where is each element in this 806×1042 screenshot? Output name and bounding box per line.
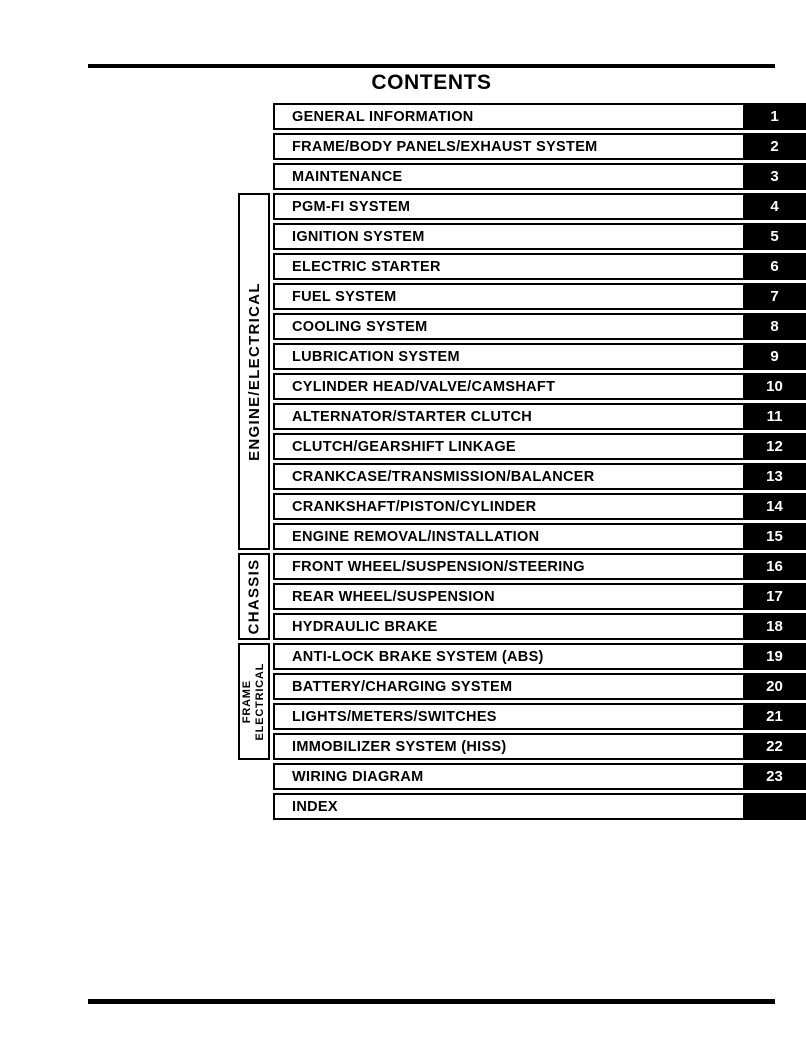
toc-row-clutch-gearshift-linkage [273, 433, 806, 460]
chapter-number-tab: 21 [743, 703, 806, 730]
top-rule [88, 64, 775, 68]
toc-row-label: CRANKSHAFT/PISTON/CYLINDER [292, 498, 537, 515]
toc-row-anti-lock-brake-system [273, 643, 806, 670]
chapter-number-tab: 9 [743, 343, 806, 370]
toc-row-label: COOLING SYSTEM [292, 318, 428, 335]
toc-row-lights-meters-switches [273, 703, 806, 730]
toc-row-front-wheel-suspension-steering [273, 553, 806, 580]
toc-row-frame-body-panels-exhaust [273, 133, 806, 160]
toc-list [273, 103, 806, 823]
toc-row-label: CLUTCH/GEARSHIFT LINKAGE [292, 438, 516, 455]
toc-row-label: WIRING DIAGRAM [292, 768, 424, 785]
toc-row-label: MAINTENANCE [292, 168, 403, 185]
toc-row-label: LUBRICATION SYSTEM [292, 348, 460, 365]
chapter-number-tab: 15 [743, 523, 806, 550]
chapter-number-tab: 19 [743, 643, 806, 670]
page-title: CONTENTS [371, 71, 492, 94]
toc-row-label: FRAME/BODY PANELS/EXHAUST SYSTEM [292, 138, 598, 155]
chapter-number-tab: 14 [743, 493, 806, 520]
toc-row-label: ELECTRIC STARTER [292, 258, 441, 275]
toc-row-rear-wheel-suspension [273, 583, 806, 610]
group-box-engine-electrical [238, 193, 270, 550]
toc-row-lubrication-system [273, 343, 806, 370]
toc-row-fuel-system [273, 283, 806, 310]
toc-row-label: IMMOBILIZER SYSTEM (HISS) [292, 738, 507, 755]
chapter-number-tab: 8 [743, 313, 806, 340]
toc-row-cylinder-head-valve-camshaft [273, 373, 806, 400]
chapter-number-tab: 17 [743, 583, 806, 610]
toc-row-ignition-system [273, 223, 806, 250]
group-label-line1: FRAME [241, 679, 254, 724]
chapter-number-tab: 5 [743, 223, 806, 250]
chapter-number-tab: 7 [743, 283, 806, 310]
chapter-number-tab: 23 [743, 763, 806, 790]
toc-row-label: ANTI-LOCK BRAKE SYSTEM (ABS) [292, 648, 544, 665]
toc-row-label: BATTERY/CHARGING SYSTEM [292, 678, 513, 695]
toc-row-electric-starter [273, 253, 806, 280]
bottom-rule [88, 999, 775, 1004]
toc-row-hydraulic-brake [273, 613, 806, 640]
toc-row-engine-removal-installation [273, 523, 806, 550]
toc-row-label: FUEL SYSTEM [292, 288, 397, 305]
chapter-number-tab [743, 793, 806, 820]
chapter-number-tab: 12 [743, 433, 806, 460]
toc-row-cooling-system [273, 313, 806, 340]
toc-row-index [273, 793, 806, 820]
chapter-number-tab: 22 [743, 733, 806, 760]
toc-row-label: IGNITION SYSTEM [292, 228, 425, 245]
group-box-frame-electrical [238, 643, 270, 760]
group-label-frame-electrical [241, 663, 266, 741]
toc-row-label: INDEX [292, 798, 338, 815]
toc-row-label: ALTERNATOR/STARTER CLUTCH [292, 408, 533, 425]
chapter-number-tab: 10 [743, 373, 806, 400]
toc-row-general-information [273, 103, 806, 130]
toc-row-label: LIGHTS/METERS/SWITCHES [292, 708, 497, 725]
toc-row-label: CRANKCASE/TRANSMISSION/BALANCER [292, 468, 595, 485]
chapter-number-tab: 4 [743, 193, 806, 220]
toc-row-label: REAR WHEEL/SUSPENSION [292, 588, 495, 605]
toc-row-label: ENGINE REMOVAL/INSTALLATION [292, 528, 540, 545]
chapter-number-tab: 18 [743, 613, 806, 640]
chapter-number-tab: 6 [743, 253, 806, 280]
chapter-number-tab: 11 [743, 403, 806, 430]
toc-row-crankshaft-piston-cylinder [273, 493, 806, 520]
toc-row-crankcase-transmission-balancer [273, 463, 806, 490]
group-label-line2: ELECTRICAL [254, 662, 267, 741]
group-box-chassis [238, 553, 270, 640]
toc-row-alternator-starter-clutch [273, 403, 806, 430]
chapter-number-tab: 2 [743, 133, 806, 160]
toc-row-label: CYLINDER HEAD/VALVE/CAMSHAFT [292, 378, 556, 395]
toc-row-maintenance [273, 163, 806, 190]
toc-row-label: FRONT WHEEL/SUSPENSION/STEERING [292, 558, 585, 575]
group-label-engine-electrical: ENGINE/ELECTRICAL [245, 282, 263, 461]
toc-row-label: GENERAL INFORMATION [292, 108, 474, 125]
group-label-chassis: CHASSIS [245, 558, 263, 635]
chapter-number-tab: 1 [743, 103, 806, 130]
toc-row-label: HYDRAULIC BRAKE [292, 618, 438, 635]
chapter-number-tab: 3 [743, 163, 806, 190]
chapter-number-tab: 13 [743, 463, 806, 490]
chapter-number-tab: 16 [743, 553, 806, 580]
toc-row-wiring-diagram [273, 763, 806, 790]
toc-row-battery-charging-system [273, 673, 806, 700]
toc-row-pgm-fi-system [273, 193, 806, 220]
chapter-number-tab: 20 [743, 673, 806, 700]
toc-row-label: PGM-FI SYSTEM [292, 198, 411, 215]
toc-row-immobilizer-system [273, 733, 806, 760]
